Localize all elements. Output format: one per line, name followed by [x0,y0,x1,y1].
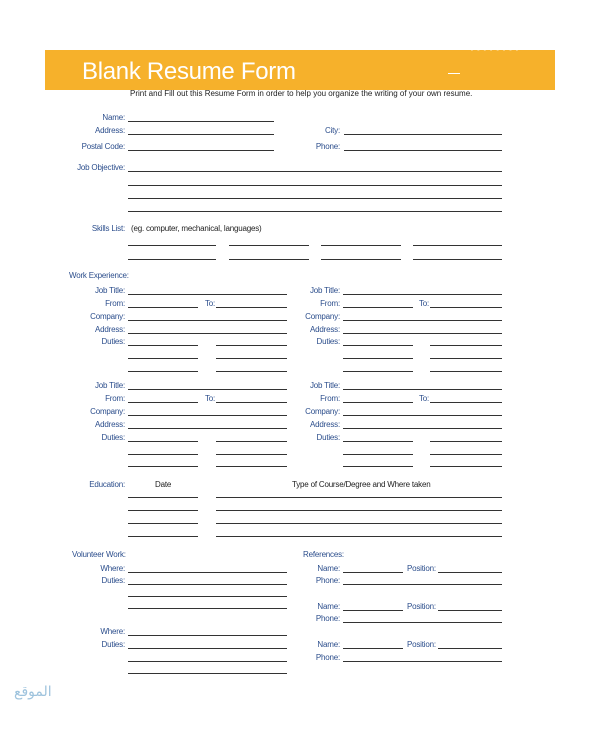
name-field[interactable] [128,121,274,122]
duties-line[interactable] [430,358,502,359]
job-title-field[interactable] [343,294,502,295]
name-label: Name: [102,113,125,122]
duties-line[interactable] [128,371,198,372]
duties-label: Duties: [316,433,340,442]
education-date-line[interactable] [128,510,198,511]
duties-line[interactable] [128,454,198,455]
duties-line[interactable] [430,345,502,346]
company-field[interactable] [128,320,287,321]
reference-name-label: Name: [317,564,340,573]
job-objective-line-3[interactable] [128,198,502,199]
duties-line[interactable] [216,454,287,455]
from-field[interactable] [343,307,413,308]
reference-name-field[interactable] [343,572,403,573]
duties-label: Duties: [316,337,340,346]
duties-line[interactable] [128,358,198,359]
skills-line[interactable] [321,259,401,260]
duties-line[interactable] [430,454,502,455]
postal-code-field[interactable] [128,150,274,151]
duties-line[interactable] [128,466,198,467]
education-course-header: Type of Course/Degree and Where taken [292,480,431,489]
reference-position-label: Position: [407,602,436,611]
skills-label: Skills List: [91,224,125,233]
duties-line[interactable] [216,441,287,442]
header-banner [45,47,555,90]
skills-line[interactable] [128,245,216,246]
reference-phone-label: Phone: [315,653,340,662]
duties-label: Duties: [101,337,125,346]
job-title-label: Job Title: [94,286,125,295]
job-title-field[interactable] [128,294,287,295]
from-label: From: [105,394,125,403]
duties-line[interactable] [343,441,413,442]
duties-line[interactable] [128,584,287,585]
duties-line[interactable] [216,466,287,467]
from-label: From: [320,299,340,308]
address-label: Address: [95,126,125,135]
to-label: To: [205,394,216,403]
education-date-line[interactable] [128,523,198,524]
to-label: To: [205,299,216,308]
reference-phone-label: Phone: [315,614,340,623]
address-field[interactable] [343,333,502,334]
reference-position-field[interactable] [438,572,502,573]
duties-line[interactable] [343,345,413,346]
company-label: Company: [305,407,340,416]
duties-line[interactable] [430,371,502,372]
form-title: Blank Resume Form [82,58,296,85]
address-field[interactable] [343,428,502,429]
from-field[interactable] [128,402,198,403]
education-date-line[interactable] [128,497,198,498]
skills-line[interactable] [321,245,401,246]
skills-line[interactable] [128,259,216,260]
reference-name-field[interactable] [343,610,403,611]
where-field[interactable] [128,635,287,636]
education-course-line[interactable] [216,523,502,524]
form-subtitle: Print and Fill out this Resume Form in order to help you organize the writing of your own resume. [130,89,473,98]
postal-code-label: Postal Code: [81,142,125,151]
duties-line[interactable] [128,661,287,662]
work-experience-label: Work Experience: [69,271,129,280]
reference-name-label: Name: [317,640,340,649]
company-label: Company: [305,312,340,321]
from-label: From: [320,394,340,403]
reference-position-field[interactable] [438,610,502,611]
job-title-label: Job Title: [309,286,340,295]
address-label: Address: [310,325,340,334]
watermark-logo: الموقع [14,684,52,700]
banner-decoration-dash [448,73,460,74]
address-label: Address: [95,325,125,334]
duties-line[interactable] [128,441,198,442]
to-field[interactable] [430,307,502,308]
job-title-label: Job Title: [309,381,340,390]
banner-decoration: ◦ ◦ ◦ ◦ ◦ ◦ ◦ ◦ [470,47,519,54]
reference-phone-field[interactable] [343,661,502,662]
duties-line[interactable] [128,648,287,649]
education-course-line[interactable] [216,536,502,537]
education-course-line[interactable] [216,497,502,498]
duties-line[interactable] [128,345,198,346]
duties-label: Duties: [101,433,125,442]
duties-line[interactable] [343,466,413,467]
address-field[interactable] [128,134,274,135]
phone-label: Phone: [315,142,340,151]
duties-line[interactable] [430,466,502,467]
duties-line[interactable] [128,608,287,609]
to-field[interactable] [216,402,287,403]
reference-position-field[interactable] [438,648,502,649]
job-objective-label: Job Objective: [77,163,125,172]
duties-label: Duties: [101,640,125,649]
reference-phone-label: Phone: [315,576,340,585]
reference-position-label: Position: [407,564,436,573]
duties-line[interactable] [343,358,413,359]
reference-phone-field[interactable] [343,622,502,623]
where-label: Where: [100,627,125,636]
company-field[interactable] [128,415,287,416]
company-label: Company: [90,407,125,416]
phone-field[interactable] [344,150,502,151]
to-field[interactable] [216,307,287,308]
skills-line[interactable] [229,259,309,260]
job-objective-line-1[interactable] [128,171,502,172]
references-label: References: [303,550,344,559]
volunteer-work-label: Volunteer Work: [72,550,126,559]
company-field[interactable] [343,320,502,321]
from-field[interactable] [128,307,198,308]
job-objective-line-2[interactable] [128,185,502,186]
duties-line[interactable] [430,441,502,442]
address-field[interactable] [128,333,287,334]
job-title-label: Job Title: [94,381,125,390]
company-label: Company: [90,312,125,321]
reference-name-field[interactable] [343,648,403,649]
reference-phone-field[interactable] [343,584,502,585]
address-label: Address: [310,420,340,429]
education-course-line[interactable] [216,510,502,511]
company-field[interactable] [343,415,502,416]
job-title-field[interactable] [343,389,502,390]
address-label: Address: [95,420,125,429]
job-title-field[interactable] [128,389,287,390]
skills-hint: (eg. computer, mechanical, languages) [131,224,262,233]
city-field[interactable] [344,134,502,135]
to-label: To: [419,394,430,403]
education-label: Education: [89,480,125,489]
reference-name-label: Name: [317,602,340,611]
job-objective-line-4[interactable] [128,211,502,212]
duties-line[interactable] [128,596,287,597]
education-date-header: Date [155,480,172,489]
reference-position-label: Position: [407,640,436,649]
where-field[interactable] [128,572,287,573]
duties-line[interactable] [216,358,287,359]
city-label: City: [324,126,340,135]
duties-line[interactable] [216,345,287,346]
duties-line[interactable] [343,454,413,455]
duties-line[interactable] [128,673,287,674]
duties-line[interactable] [216,371,287,372]
to-field[interactable] [430,402,502,403]
from-label: From: [105,299,125,308]
duties-line[interactable] [343,371,413,372]
from-field[interactable] [343,402,413,403]
skills-line[interactable] [229,245,309,246]
skills-line[interactable] [413,245,502,246]
skills-line[interactable] [413,259,502,260]
education-date-line[interactable] [128,536,198,537]
where-label: Where: [100,564,125,573]
to-label: To: [419,299,430,308]
address-field[interactable] [128,428,287,429]
duties-label: Duties: [101,576,125,585]
